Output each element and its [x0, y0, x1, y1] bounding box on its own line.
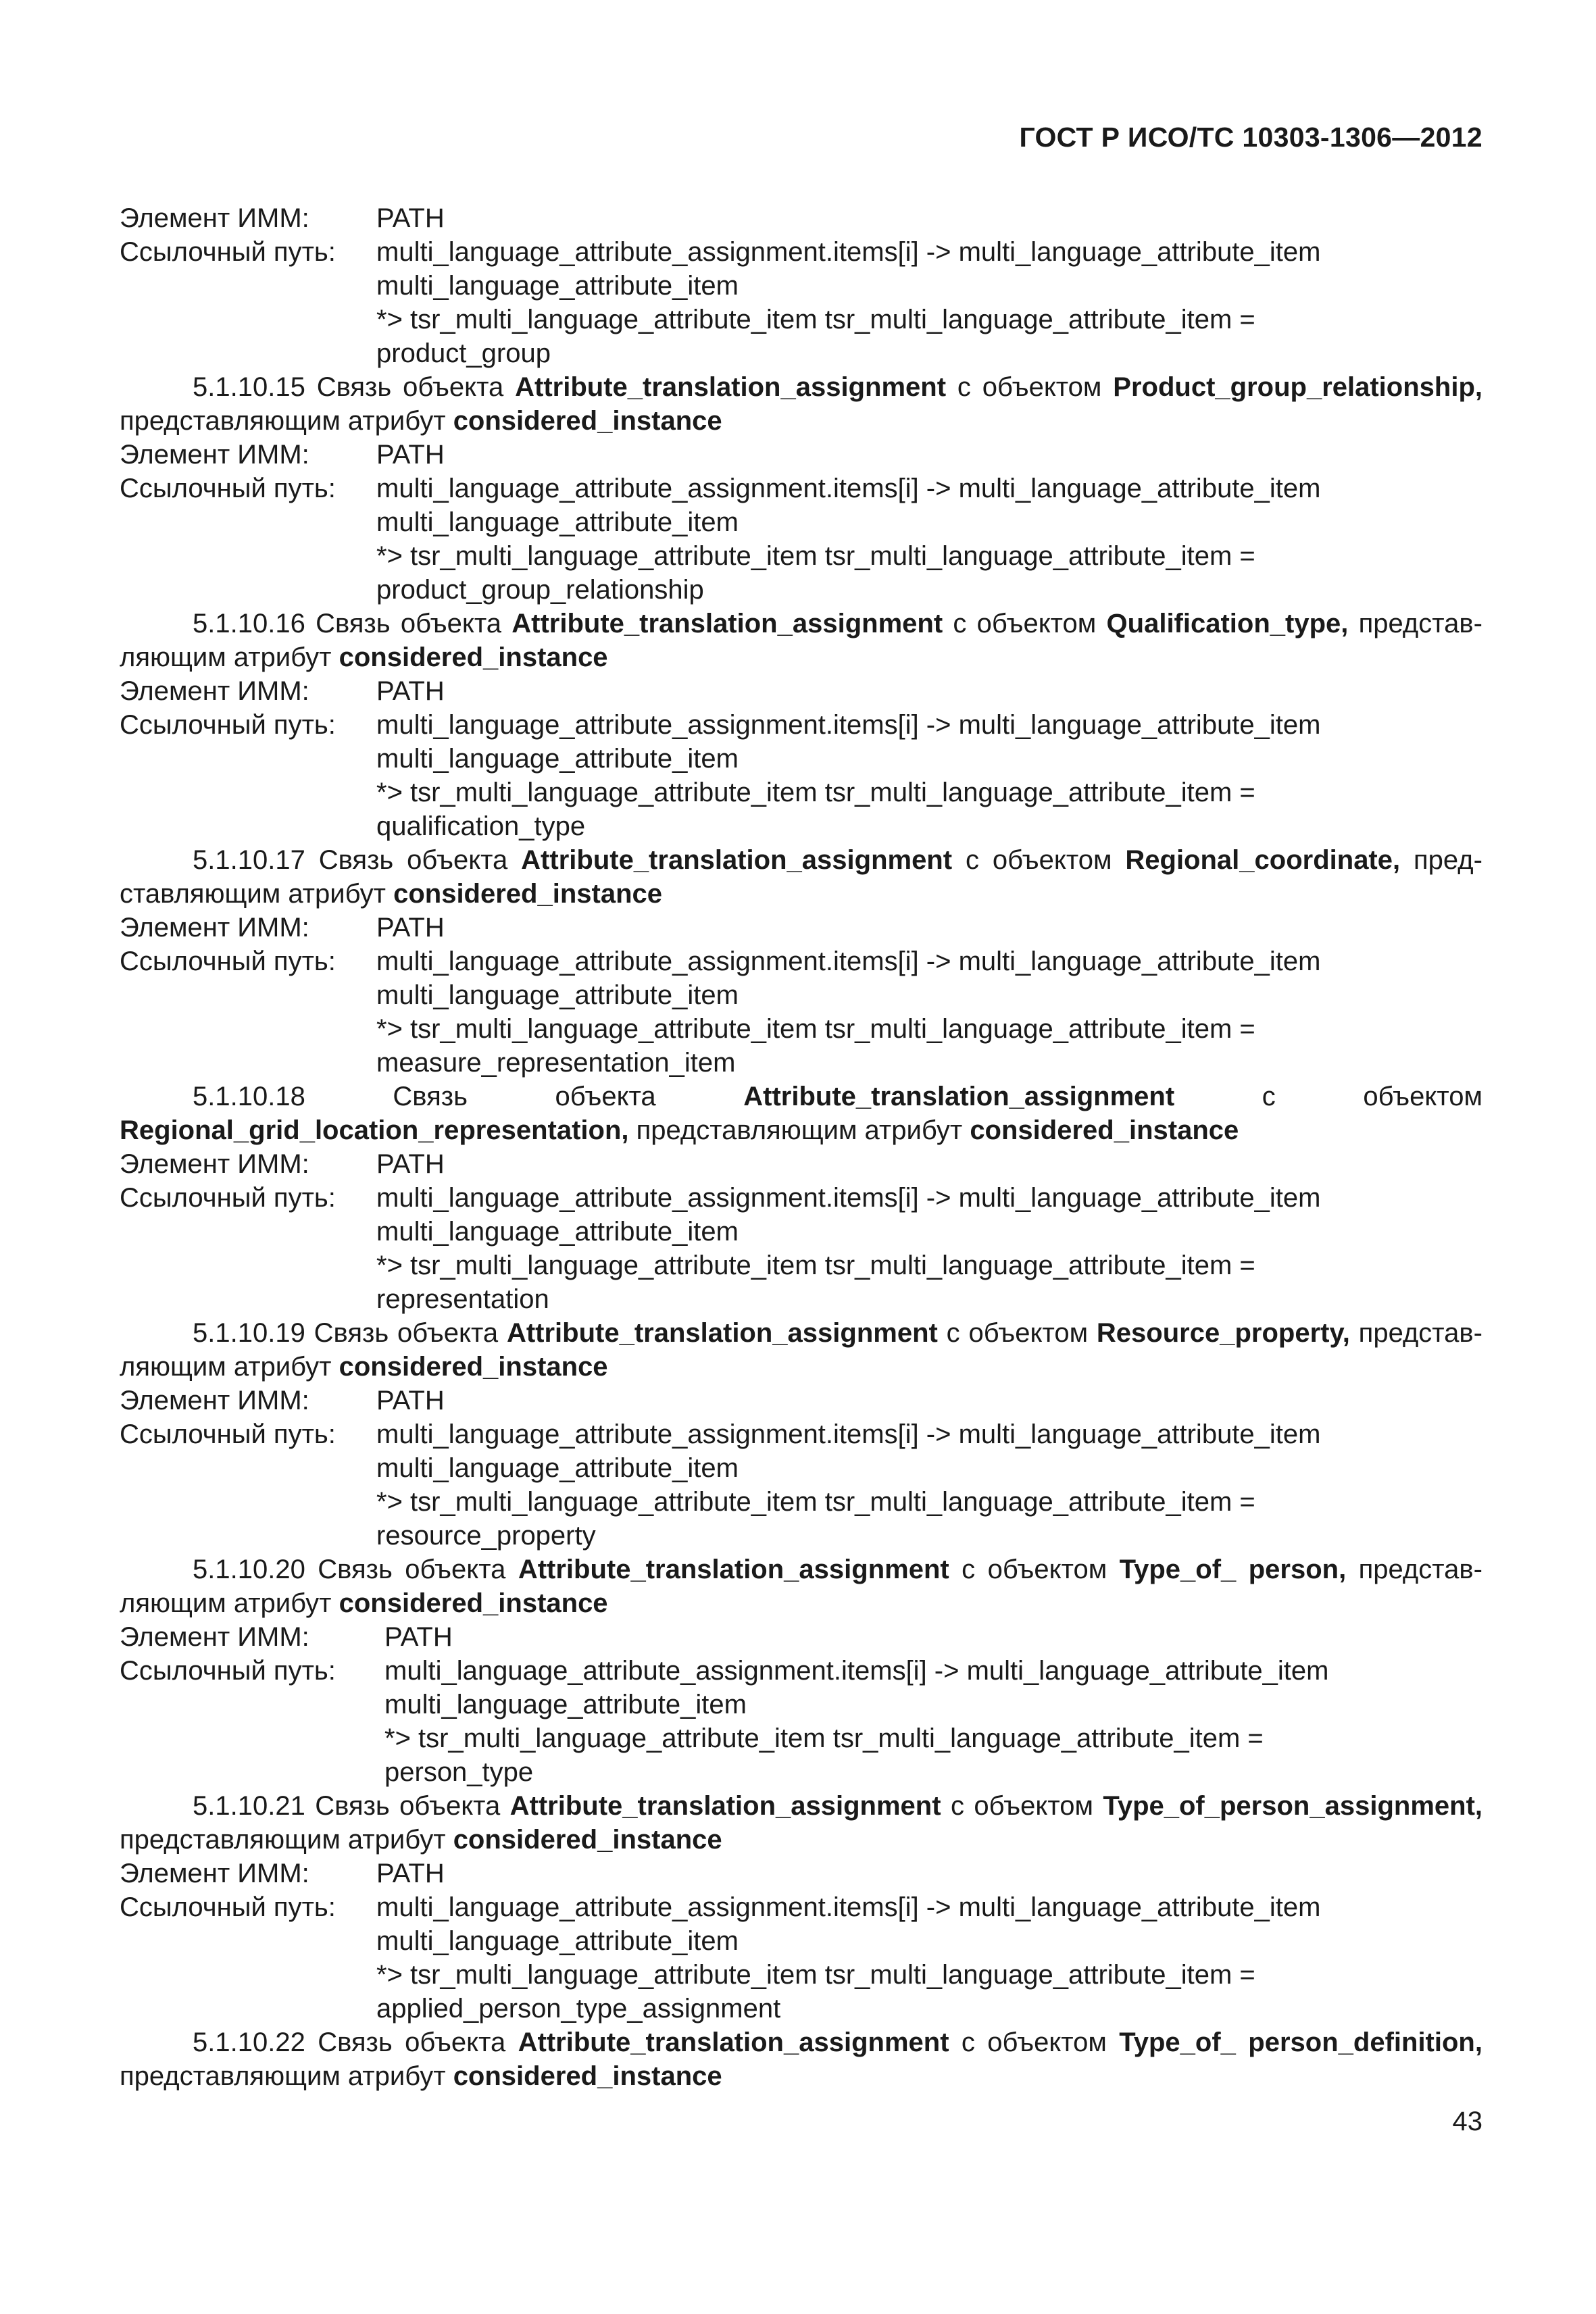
ref-path-row [120, 235, 1482, 269]
section-heading: 5.1.10.20 Связь объекта Attribute_translation_assignment с объектом Type_of_ person, представ-ляющим атрибут considered_instance [120, 1555, 1482, 1618]
element-label: Элемент ИММ: [120, 440, 309, 470]
page-number: 43 [1452, 2107, 1482, 2136]
element-row [120, 1384, 1482, 1417]
ref-path-line: *> tsr_multi_language_attribute_item tsr_multi_language_attribute_item = [376, 1960, 1255, 1990]
ref-path-row [120, 1417, 1482, 1451]
section-heading: 5.1.10.22 Связь объекта Attribute_translation_assignment с объектом Type_of_ person_definition, представляющим атрибут considered_instance [120, 2028, 1482, 2091]
ref-path-line: resource_property [376, 1521, 596, 1551]
ref-path-row [120, 1654, 1482, 1688]
ref-path-line: *> tsr_multi_language_attribute_item tsr_multi_language_attribute_item = [376, 305, 1255, 334]
ref-path-line: *> tsr_multi_language_attribute_item tsr_multi_language_attribute_item = [376, 1251, 1255, 1280]
ref-path-label: Ссылочный путь: [120, 1656, 336, 1686]
entity-name: Attribute_translation_assignment [521, 845, 953, 875]
attribute-name: considered_instance [339, 643, 608, 672]
element-value: PATH [376, 913, 445, 942]
ref-path-line: multi_language_attribute_item [376, 271, 739, 301]
ref-path-line: multi_language_attribute_item [376, 507, 739, 537]
attribute-name: considered_instance [453, 406, 722, 436]
element-value: PATH [376, 676, 445, 706]
element-label: Элемент ИММ: [120, 1622, 309, 1652]
ref-path-row [120, 1890, 1482, 1924]
entity-name: Attribute_translation_assignment [512, 609, 943, 638]
element-row [120, 1620, 1482, 1654]
entity-name: Attribute_translation_assignment [515, 372, 947, 402]
ref-path-line: multi_language_attribute_assignment.items[i] -> multi_language_attribute_item [376, 1892, 1321, 1922]
attribute-name: considered_instance [970, 1115, 1239, 1145]
element-row [120, 674, 1482, 708]
section-number: 5.1.10.15 [193, 372, 305, 402]
target-entity: Product_group_relationship, [1113, 372, 1482, 402]
section-heading: 5.1.10.15 Связь объекта Attribute_translation_assignment с объектом Product_group_relationship, представляющим атрибут considered_instance [120, 372, 1482, 436]
ref-path-line: multi_language_attribute_assignment.items[i] -> multi_language_attribute_item [384, 1656, 1329, 1686]
ref-path-row [120, 708, 1482, 742]
ref-path-row [120, 945, 1482, 978]
ref-path-line: person_type [384, 1757, 534, 1787]
element-row [120, 201, 1482, 235]
ref-path-line: *> tsr_multi_language_attribute_item tsr_multi_language_attribute_item = [376, 1014, 1255, 1044]
target-entity: Regional_coordinate, [1125, 845, 1401, 875]
attribute-name: considered_instance [339, 1588, 608, 1618]
attribute-name: considered_instance [453, 1825, 722, 1855]
ref-path-line: applied_person_type_assignment [376, 1994, 781, 2023]
section-number: 5.1.10.20 [193, 1555, 305, 1584]
element-label: Элемент ИММ: [120, 1149, 309, 1179]
section-number: 5.1.10.16 [193, 609, 305, 638]
section-heading: 5.1.10.21 Связь объекта Attribute_translation_assignment с объектом Type_of_person_assignment, представляющим атрибут considered_instance [120, 1791, 1482, 1855]
entity-name: Attribute_translation_assignment [743, 1082, 1175, 1111]
element-value: PATH [376, 440, 445, 470]
ref-path-line: representation [376, 1284, 549, 1314]
target-entity: Resource_property, [1096, 1318, 1350, 1348]
ref-path-line: multi_language_attribute_assignment.items[i] -> multi_language_attribute_item [376, 237, 1321, 267]
target-entity: Type_of_person_assignment, [1103, 1791, 1482, 1821]
element-label: Элемент ИММ: [120, 1859, 309, 1888]
entity-name: Attribute_translation_assignment [506, 1318, 938, 1348]
element-value: PATH [376, 1859, 445, 1888]
ref-path-line: product_group [376, 338, 551, 368]
element-row [120, 438, 1482, 472]
attribute-name: considered_instance [339, 1352, 608, 1382]
element-label: Элемент ИММ: [120, 676, 309, 706]
ref-path-label: Ссылочный путь: [120, 710, 336, 740]
ref-path-label: Ссылочный путь: [120, 1183, 336, 1213]
ref-path-row [120, 1181, 1482, 1215]
ref-path-line: multi_language_attribute_assignment.items[i] -> multi_language_attribute_item [376, 474, 1321, 503]
target-entity: Type_of_ person, [1119, 1555, 1347, 1584]
ref-path-line: *> tsr_multi_language_attribute_item tsr_multi_language_attribute_item = [376, 778, 1255, 807]
ref-path-line: multi_language_attribute_assignment.items[i] -> multi_language_attribute_item [376, 1419, 1321, 1449]
entity-name: Attribute_translation_assignment [518, 1555, 949, 1584]
ref-path-line: *> tsr_multi_language_attribute_item tsr_multi_language_attribute_item = [376, 541, 1255, 571]
element-row [120, 1147, 1482, 1181]
element-row [120, 1857, 1482, 1890]
section-heading: 5.1.10.17 Связь объекта Attribute_translation_assignment с объектом Regional_coordinate, пред-ставляющим атрибут considered_instance [120, 845, 1482, 909]
element-label: Элемент ИММ: [120, 1386, 309, 1415]
ref-path-row [120, 472, 1482, 505]
ref-path-line: multi_language_attribute_item [376, 1217, 739, 1247]
document-body [120, 201, 1482, 2093]
element-value: PATH [376, 203, 445, 233]
element-value: PATH [376, 1386, 445, 1415]
ref-path-line: multi_language_attribute_item [376, 980, 739, 1010]
element-value: PATH [376, 1149, 445, 1179]
target-entity: Qualification_type, [1106, 609, 1349, 638]
target-entity: Regional_grid_location_representation, [120, 1115, 629, 1145]
section-heading: 5.1.10.16 Связь объекта Attribute_translation_assignment с объектом Qualification_type, представ-ляющим атрибут considered_instance [120, 609, 1482, 672]
ref-path-line: measure_representation_item [376, 1048, 736, 1078]
ref-path-line: multi_language_attribute_assignment.items[i] -> multi_language_attribute_item [376, 1183, 1321, 1213]
ref-path-line: multi_language_attribute_assignment.items[i] -> multi_language_attribute_item [376, 947, 1321, 976]
ref-path-line: multi_language_attribute_item [384, 1690, 747, 1719]
ref-path-line: multi_language_attribute_item [376, 1926, 739, 1956]
element-value: PATH [384, 1622, 453, 1652]
element-label: Элемент ИММ: [120, 203, 309, 233]
ref-path-line: multi_language_attribute_item [376, 1453, 739, 1483]
ref-path-label: Ссылочный путь: [120, 474, 336, 503]
section-heading: 5.1.10.18 Связь объекта Attribute_translation_assignment с объектом Regional_grid_location_representation, представляющим атрибут considered_instance [120, 1082, 1482, 1145]
ref-path-line: qualification_type [376, 811, 586, 841]
target-entity: Type_of_ person_definition, [1119, 2028, 1482, 2057]
ref-path-label: Ссылочный путь: [120, 1892, 336, 1922]
section-heading: 5.1.10.19 Связь объекта Attribute_translation_assignment с объектом Resource_property, представ-ляющим атрибут considered_instance [120, 1318, 1482, 1382]
attribute-name: considered_instance [393, 879, 663, 909]
ref-path-line: product_group_relationship [376, 575, 704, 605]
entity-name: Attribute_translation_assignment [509, 1791, 941, 1821]
ref-path-label: Ссылочный путь: [120, 1419, 336, 1449]
section-number: 5.1.10.18 [193, 1082, 305, 1111]
ref-path-line: *> tsr_multi_language_attribute_item tsr_multi_language_attribute_item = [384, 1724, 1264, 1753]
section-number: 5.1.10.17 [193, 845, 305, 875]
section-number: 5.1.10.19 [193, 1318, 305, 1348]
element-row [120, 911, 1482, 945]
ref-path-label: Ссылочный путь: [120, 237, 336, 267]
ref-path-line: multi_language_attribute_assignment.items[i] -> multi_language_attribute_item [376, 710, 1321, 740]
document-header: ГОСТ Р ИСО/ТС 10303-1306—2012 [1019, 122, 1482, 153]
ref-path-label: Ссылочный путь: [120, 947, 336, 976]
ref-path-line: *> tsr_multi_language_attribute_item tsr_multi_language_attribute_item = [376, 1487, 1255, 1517]
element-label: Элемент ИММ: [120, 913, 309, 942]
attribute-name: considered_instance [453, 2061, 722, 2091]
entity-name: Attribute_translation_assignment [518, 2028, 949, 2057]
section-number: 5.1.10.22 [193, 2028, 305, 2057]
ref-path-line: multi_language_attribute_item [376, 744, 739, 774]
section-number: 5.1.10.21 [193, 1791, 305, 1821]
